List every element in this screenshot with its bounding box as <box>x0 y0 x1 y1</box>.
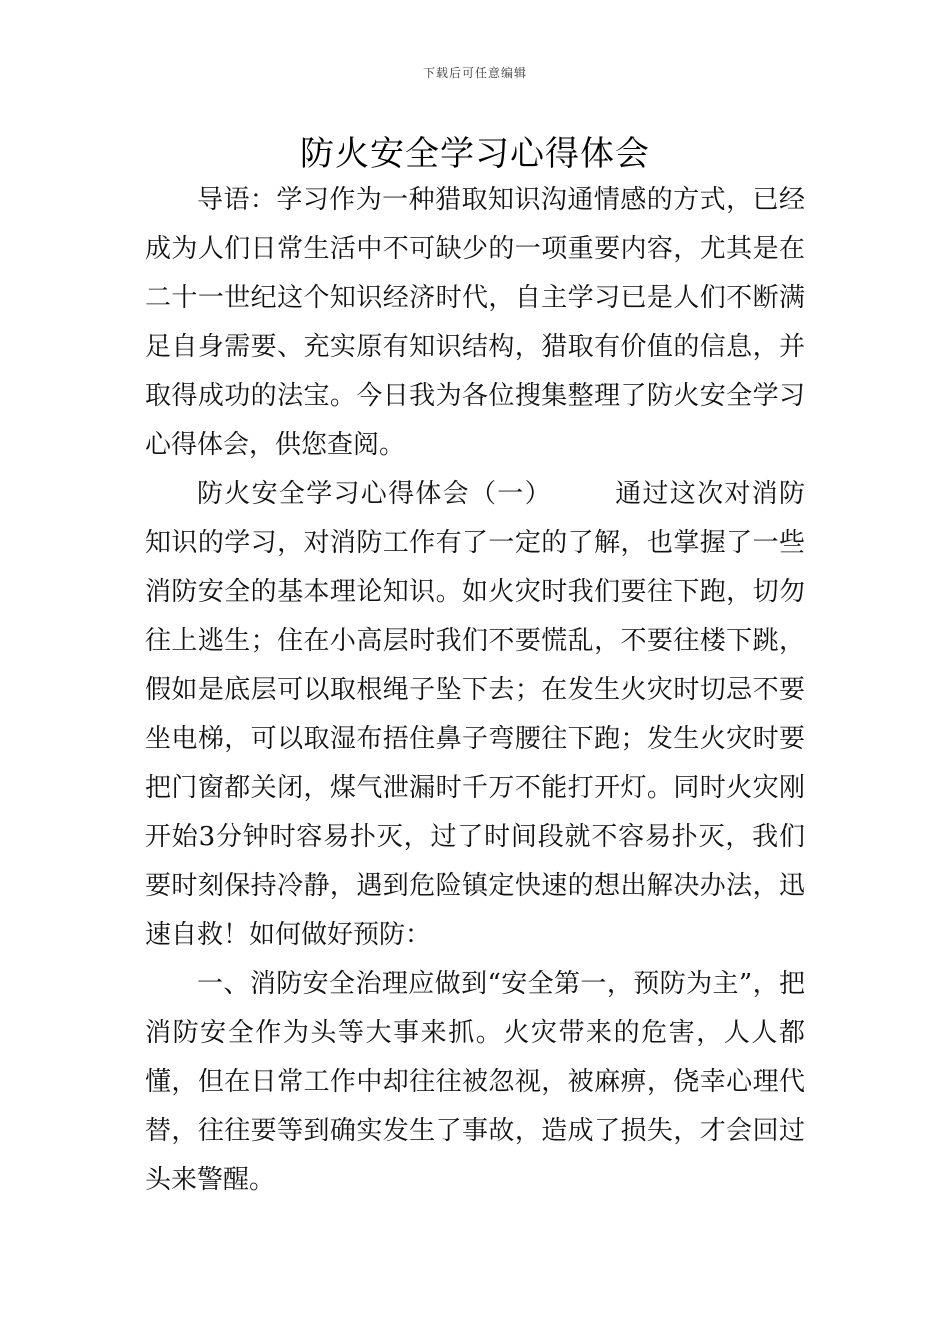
section-one-body: 通过这次对消防知识的学习，对消防工作有了一定的了解，也掌握了一些消防安全的基本理论知识。如火灾时我们要往下跑，切勿往上逃生；住在小高层时我们不要慌乱，不要往楼下跳，假如是底层可以取根绳子坠下去；在发生火灾时切忌不要坐电梯，可以取湿布捂住鼻子弯腰往下跑；发生火灾时要把门窗都关闭，煤气泄漏时千万不能打开灯。同时火灾刚开始3分钟时容易扑灭，过了时间段就不容易扑灭，我们要时刻保持冷静，遇到危险镇定快速的想出解决办法，迅速自救！如何做好预防： <box>145 479 805 950</box>
header-note: 下载后可任意编辑 <box>422 66 527 80</box>
document-body <box>145 176 805 1205</box>
point-one-paragraph: 一、消防安全治理应做到“安全第一，预防为主”，把消防安全作为头等大事来抓。火灾带来的危害，人人都懂，但在日常工作中却往往被忽视，被麻痹，侥幸心理代替，往往要等到确实发生了事故，造成了损失，才会回过头来警醒。 <box>145 969 805 1195</box>
intro-paragraph: 导语：学习作为一种猎取知识沟通情感的方式，已经成为人们日常生活中不可缺少的一项重要内容，尤其是在二十一世纪这个知识经济时代，自主学习已是人们不断满足自身需要、充实原有知识结构，猎取有价值的信息，并取得成功的法宝。今日我为各位搜集整理了防火安全学习心得体会，供您查阅。 <box>145 185 805 460</box>
document-title: 防火安全学习心得体会 <box>300 134 650 174</box>
section-one-paragraph <box>145 470 805 960</box>
section-one-heading: 防火安全学习心得体会（一） <box>197 479 552 509</box>
